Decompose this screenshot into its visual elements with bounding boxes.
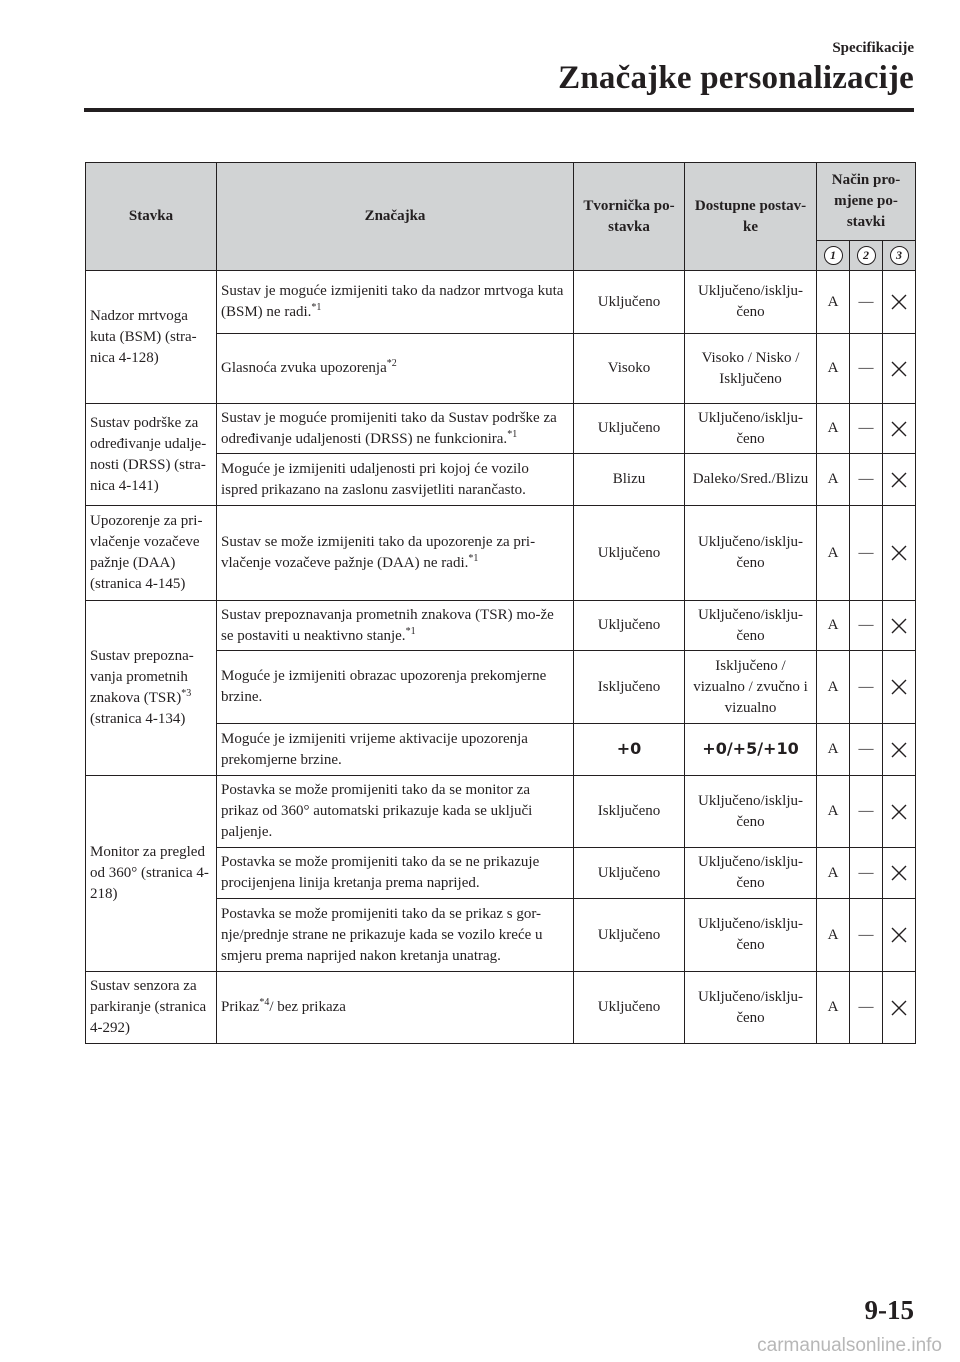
method-a-cell: A [817,776,850,848]
column-header-available: Dostupne postav-ke [685,163,817,271]
feature-cell: Sustav je moguće izmijeniti tako da nadzor mrtvoga kuta (BSM) ne radi.$^{*1}$ [217,271,574,334]
method-header-3 [883,241,916,271]
method-header-2 [850,241,883,271]
method-a-cell: A [817,334,850,404]
method-c-cell [883,972,916,1044]
method-a-cell: A [817,601,850,651]
item-cell: Nadzor mrtvoga kuta (BSM) (stra-nica 4-128) [86,271,217,404]
table-body [86,271,916,1044]
method-c-cell [883,724,916,776]
method-c-cell [883,404,916,454]
method-c-cell [883,651,916,724]
cross-icon [891,361,907,377]
factory-setting-cell: Uključeno [574,899,685,972]
method-a-cell: A [817,848,850,899]
available-settings-cell: Uključeno/isklju-čeno [685,848,817,899]
table-row [86,404,916,454]
table-row [86,972,916,1044]
cross-icon [891,804,907,820]
factory-setting-cell: +0 [574,724,685,776]
section-title: Specifikacije [832,40,914,56]
cross-icon [891,294,907,310]
item-cell: Sustav senzora za parkiranje (stranica 4-292) [86,972,217,1044]
table-row [86,271,916,334]
method-c-cell [883,506,916,601]
cross-icon [891,545,907,561]
feature-cell: Moguće je izmijeniti udaljenosti pri kojoj će vozilo ispred prikazano na zaslonu zasvijetliti narančasto. [217,454,574,506]
table-row [86,601,916,651]
available-settings-cell: Uključeno/isklju-čeno [685,899,817,972]
factory-setting-cell: Isključeno [574,651,685,724]
method-b-cell: — [850,271,883,334]
column-header-item: Stavka [86,163,217,271]
available-settings-cell: Uključeno/isklju-čeno [685,776,817,848]
method-b-cell: — [850,899,883,972]
table-row [86,776,916,848]
factory-setting-cell: Isključeno [574,776,685,848]
available-settings-cell: Daleko/Sred./Blizu [685,454,817,506]
available-settings-cell: Uključeno/isklju-čeno [685,506,817,601]
method-a-cell: A [817,651,850,724]
feature-cell: Postavka se može promijeniti tako da se monitor za prikaz od 360° automatski prikazuje kada se uključi paljenje. [217,776,574,848]
method-b-cell: — [850,724,883,776]
feature-cell: Moguće je izmijeniti vrijeme aktivacije upozorenja prekomjerne brzine. [217,724,574,776]
method-b-cell: — [850,651,883,724]
available-settings-cell: +0/+5/+10 [685,724,817,776]
method-b-cell: — [850,506,883,601]
available-settings-cell: Isključeno / vizualno / zvučno i vizualno [685,651,817,724]
method-a-cell: A [817,454,850,506]
method-c-cell [883,454,916,506]
item-cell: Sustav prepozna-vanja prometnih znakova (TSR)$^{*3}$ (stranica 4-134) [86,601,217,776]
factory-setting-cell: Uključeno [574,404,685,454]
feature-cell: Postavka se može promijeniti tako da se ne prikazuje procijenjena linija kretanja prema naprijed. [217,848,574,899]
method-a-cell: A [817,506,850,601]
circled-3-icon: 3 [890,246,909,265]
cross-icon [891,742,907,758]
method-b-cell: — [850,848,883,899]
method-a-cell: A [817,271,850,334]
cross-icon [891,618,907,634]
method-a-cell: A [817,404,850,454]
method-c-cell [883,899,916,972]
circled-2-icon: 2 [857,246,876,265]
cross-icon [891,472,907,488]
feature-cell: Sustav se može izmijeniti tako da upozorenje za pri-vlačenje vozačeve pažnje (DAA) ne radi.$^{*1}$ [217,506,574,601]
factory-setting-cell: Blizu [574,454,685,506]
feature-cell: Glasnoća zvuka upozorenja$^{*2}$ [217,334,574,404]
feature-cell: Sustav prepoznavanja prometnih znakova (TSR) mo-že se postaviti u neaktivno stanje.$^{*1}$ [217,601,574,651]
feature-cell: Sustav je moguće promijeniti tako da Sustav podrške za određivanje udaljenosti (DRSS) ne funkcionira.$^{*1}$ [217,404,574,454]
method-b-cell: — [850,454,883,506]
available-settings-cell: Uključeno/isklju-čeno [685,271,817,334]
factory-setting-cell: Uključeno [574,271,685,334]
available-settings-cell: Visoko / Nisko / Isključeno [685,334,817,404]
available-settings-cell: Uključeno/isklju-čeno [685,972,817,1044]
watermark[interactable]: carmanualsonline.info [757,1335,942,1356]
method-b-cell: — [850,601,883,651]
method-c-cell [883,271,916,334]
method-b-cell: — [850,972,883,1044]
title-rule [84,108,914,112]
method-b-cell: — [850,776,883,848]
method-a-cell: A [817,972,850,1044]
cross-icon [891,927,907,943]
feature-cell: Prikaz$^{*4}$/ bez prikaza [217,972,574,1044]
method-c-cell [883,334,916,404]
feature-cell: Postavka se može promijeniti tako da se prikaz s gor-nje/prednje strane ne prikazuje kada se vozilo kreće u smjeru prema naprijed nakon kretanja unatrag. [217,899,574,972]
factory-setting-cell: Uključeno [574,972,685,1044]
column-header-method: Način pro-mjene po-stavki [817,163,916,241]
method-c-cell [883,776,916,848]
customization-table [85,162,916,1044]
column-header-feature: Značajka [217,163,574,271]
cross-icon [891,679,907,695]
method-a-cell: A [817,724,850,776]
item-cell: Monitor za pregled od 360° (stranica 4-218) [86,776,217,972]
method-c-cell [883,848,916,899]
cross-icon [891,421,907,437]
method-c-cell [883,601,916,651]
method-b-cell: — [850,334,883,404]
method-header-1 [817,241,850,271]
method-a-cell: A [817,899,850,972]
cross-icon [891,865,907,881]
feature-cell: Moguće je izmijeniti obrazac upozorenja prekomjerne brzine. [217,651,574,724]
factory-setting-cell: Uključeno [574,506,685,601]
available-settings-cell: Uključeno/isklju-čeno [685,601,817,651]
item-cell: Upozorenje za pri-vlačenje vozačeve pažnje (DAA) (stranica 4-145) [86,506,217,601]
table-row [86,506,916,601]
factory-setting-cell: Uključeno [574,601,685,651]
page-number: 9-15 [864,1295,914,1325]
factory-setting-cell: Uključeno [574,848,685,899]
factory-setting-cell: Visoko [574,334,685,404]
method-b-cell: — [850,404,883,454]
cross-icon [891,1000,907,1016]
page-title: Značajke personalizacije [558,60,914,96]
available-settings-cell: Uključeno/isklju-čeno [685,404,817,454]
circled-1-icon: 1 [824,246,843,265]
column-header-factory: Tvornička po-stavka [574,163,685,271]
item-cell: Sustav podrške za određivanje udalje-nosti (DRSS) (stra-nica 4-141) [86,404,217,506]
